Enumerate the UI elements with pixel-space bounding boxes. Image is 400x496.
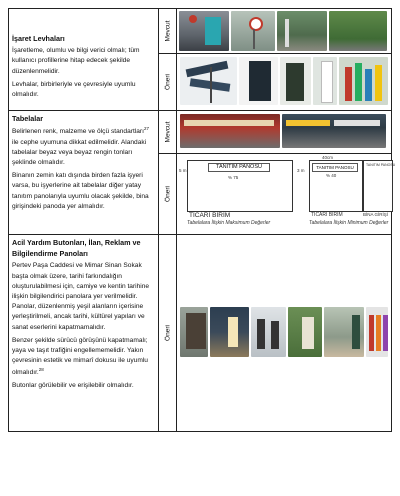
label-proposal: Öneri [164, 325, 171, 341]
panels-proposal-images [177, 235, 392, 432]
label-existing: Mevcut [164, 121, 171, 143]
photo-info-panel-stone [180, 307, 208, 357]
entrance-signboard [363, 160, 396, 212]
photo-white-sign [313, 57, 337, 105]
photo-signage-totem [280, 57, 311, 105]
photo-road-sign [231, 11, 275, 51]
panels-paragraph-2 [12, 336, 155, 378]
max-percentage: % 75 [228, 175, 239, 180]
shopsigns-existing-images [177, 111, 392, 154]
max-ticari-label: TİCARİ BİRİM [189, 212, 231, 219]
signs-existing-label-cell [159, 9, 177, 54]
photo-street-view [277, 11, 327, 51]
dim-left: 5 m [179, 168, 187, 173]
min-caption: Tabelalara İlişkin Minimum Değerler [309, 220, 389, 226]
max-caption: Tabelalara İlişkin Maksimum Değerler [187, 220, 271, 226]
photo-info-kiosks [251, 307, 285, 357]
panels-paragraph-1: Pertev Paşa Caddesi ve Mimar Sinan Sokak başta olmak üzere, tarihi farkındalığın oluşturulabilmesi için, camiye ve kentin tarihine ilişkin bilgilendirici panolara yer verilmelidir. Panolar, düzenlenmiş yeşil alanların içerisine yerleştirilmeli, ancak tarihi, kültürel yapıları ve sanat eserlerini kapatmamalıdır. [12, 262, 150, 331]
min-percentage: % 40 [326, 173, 337, 178]
photo-wayfinding-post [239, 57, 278, 105]
panels-paragraph-3: Butonlar görülebilir ve erişilebilir olmalıdır. [12, 381, 134, 389]
shopsigns-paragraph-1 [12, 126, 155, 168]
shopsigns-p1-text: Belirlenen renk, malzeme ve ölçü standartları [12, 128, 144, 136]
shopsigns-title: Tabelalar [12, 114, 44, 123]
shopsigns-existing-label-cell [159, 111, 177, 154]
panels-text-cell [9, 235, 159, 432]
dim-mid: 3 m [297, 168, 305, 173]
label-existing: Mevcut [164, 20, 171, 42]
side-panel-label: TANITIM PANOSU [366, 163, 396, 167]
panels-p2-text: Benzer şekilde sürücü görüşünü kapatmamalı; yaya ve taşıt trafiğini engellememelidir. Yakın çevresinin estetik ve mimarî dokusu ile uyumlu olmalıdır. [12, 336, 148, 376]
photo-colored-panels [366, 307, 388, 357]
signboard-dimension-drawing [177, 154, 396, 228]
shopsigns-paragraph-2: Binanın zemin katı dışında birden fazla işyeri varsa, bu işyerlerine ait tabelalar diğer yatay tanıtım panolarıyla uyumlu olacak şekilde, bina girişindeki panoda yer almalıdır. [12, 172, 149, 210]
panels-proposal-label-cell [159, 235, 177, 432]
guideline-table [8, 8, 396, 432]
panels-title: Acil Yardım Butonları, İlan, Reklam ve Bilgilendirme Panoları [12, 238, 141, 259]
min-ticari-label: TİCARİ BİRİM [311, 212, 343, 218]
max-panel-label: TANITIM PANOSU [208, 163, 270, 172]
photo-street-sign [179, 11, 229, 51]
min-signboard [309, 155, 363, 212]
signs-paragraph-1: İşaretleme, olumlu ve bilgi verici olmalı; tüm kullanıcı profillerine hitap edecek şekilde düzenlenmelidir. [12, 47, 140, 75]
photo-shop-facade-yellow [282, 114, 386, 148]
signs-paragraph-2: Levhalar, birbirleriyle ve çevresiyle uyumlu olmalıdır. [12, 80, 136, 99]
footnote-27: 27 [143, 126, 149, 132]
max-signboard [187, 160, 293, 212]
photo-night-plaza [210, 307, 250, 357]
label-proposal: Öneri [164, 74, 171, 90]
min-panel-label: TANITIM PANOSU [312, 163, 358, 172]
photo-wayfinding-arrows [180, 57, 237, 105]
signs-title: İşaret Levhaları [12, 34, 65, 43]
signs-existing-images [177, 9, 392, 54]
photo-shop-facade-red [180, 114, 280, 148]
signs-proposal-images [177, 54, 392, 111]
signs-text-cell [9, 9, 159, 111]
shopsigns-proposal-label-cell [159, 154, 177, 235]
photo-green-area [329, 11, 387, 51]
label-proposal: Öneri [164, 186, 171, 202]
footnote-28: 28 [38, 366, 44, 372]
shopsigns-p1-rest: ile cephe uyumuna dikkat edilmelidir. Alandaki tabelalar beyaz veya beyaz rengin tonları şeklinde olmalıdır. [12, 138, 147, 166]
shopsigns-text-cell [9, 111, 159, 235]
photo-colorful-totems [339, 57, 388, 105]
shopsigns-proposal-drawing [177, 154, 396, 235]
photo-park-panel [288, 307, 322, 357]
photo-pedestrian-street [324, 307, 364, 357]
min-dim-top: 40cm [322, 155, 334, 160]
bina-girisi-label: BİNA GİRİŞİ [363, 212, 389, 217]
signs-proposal-label-cell [159, 54, 177, 111]
